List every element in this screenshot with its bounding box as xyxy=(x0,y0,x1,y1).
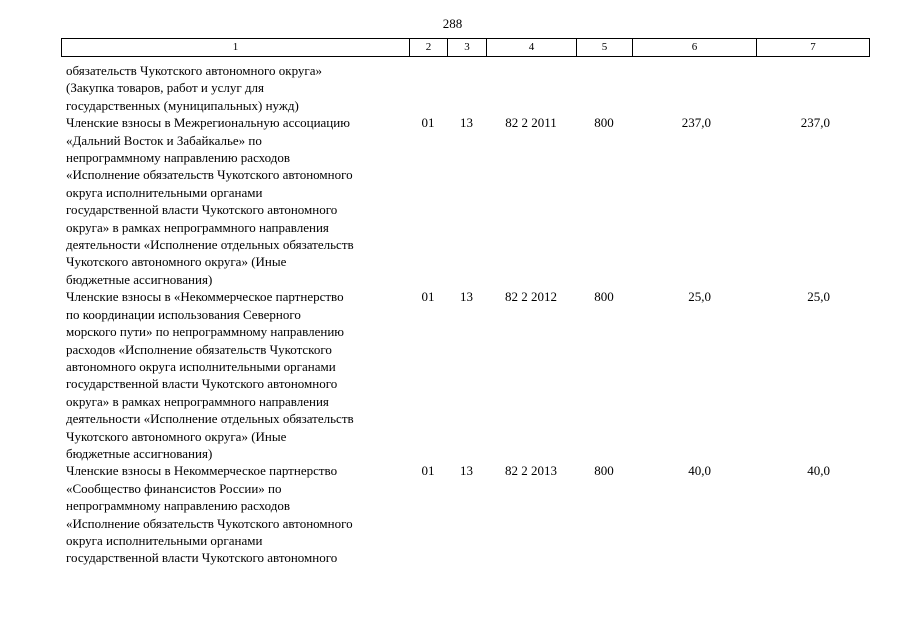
header-col-2: 2 xyxy=(410,39,448,56)
description-line: округа» в рамках непрограммного направления xyxy=(66,219,329,235)
header-col-6: 6 xyxy=(633,39,757,56)
continuation-row xyxy=(61,62,870,114)
subsection-code: 13 xyxy=(460,289,473,305)
header-col-5: 5 xyxy=(577,39,633,56)
row-description xyxy=(61,462,409,566)
description-line: деятельности «Исполнение отдельных обязательств xyxy=(66,411,354,427)
description-line: по координации использования Северного xyxy=(66,306,301,322)
continuation-description xyxy=(61,62,409,114)
subsection-code: 13 xyxy=(460,115,473,131)
amount-col-7: 25,0 xyxy=(807,289,830,305)
description-line: округа исполнительными органами xyxy=(66,184,263,200)
amount-col-7: 40,0 xyxy=(807,463,830,479)
description-line: государственной власти Чукотского автономного xyxy=(66,202,338,218)
description-line: государственной власти Чукотского автономного xyxy=(66,376,338,392)
description-line: Членские взносы в «Некоммерческое партнерство xyxy=(66,289,344,305)
subsection-code: 13 xyxy=(460,463,473,479)
table-row xyxy=(61,114,870,288)
description-line: Чукотского автономного округа» (Иные xyxy=(66,254,287,270)
description-line: (Закупка товаров, работ и услуг для xyxy=(66,80,264,96)
expense-type-code: 800 xyxy=(594,463,614,479)
description-line: «Сообщество финансистов России» по xyxy=(66,480,282,496)
table-body xyxy=(61,62,870,567)
description-line: «Исполнение обязательств Чукотского автономного xyxy=(66,167,353,183)
header-col-7: 7 xyxy=(810,41,816,53)
table-row xyxy=(61,462,870,566)
amount-col-7: 237,0 xyxy=(800,115,830,131)
header-col-4: 4 xyxy=(487,39,577,56)
target-article-code: 82 2 2011 xyxy=(505,115,557,131)
row-description xyxy=(61,114,409,288)
description-line: деятельности «Исполнение отдельных обязательств xyxy=(66,237,354,253)
description-line: Членские взносы в Некоммерческое партнерство xyxy=(66,463,338,479)
target-article-code: 82 2 2012 xyxy=(505,289,557,305)
header-col-3: 3 xyxy=(448,39,487,56)
description-line: непрограммному направлению расходов xyxy=(66,150,291,166)
description-line: бюджетные ассигнования) xyxy=(66,445,213,461)
description-line: морского пути» по непрограммному направлению xyxy=(66,324,345,340)
description-line: «Исполнение обязательств Чукотского автономного xyxy=(66,515,353,531)
description-line: округа исполнительными органами xyxy=(66,532,263,548)
amount-col-6: 237,0 xyxy=(681,115,711,131)
expense-type-code: 800 xyxy=(594,289,614,305)
amount-col-6: 25,0 xyxy=(688,289,711,305)
description-line: обязательств Чукотского автономного округа» xyxy=(66,63,322,78)
header-col-1: 1 xyxy=(62,39,410,56)
section-code: 01 xyxy=(421,289,435,305)
description-line: Чукотского автономного округа» (Иные xyxy=(66,428,287,444)
row-description xyxy=(61,288,409,462)
description-line: государственной власти Чукотского автономного xyxy=(66,550,338,566)
amount-col-6: 40,0 xyxy=(688,463,711,479)
target-article-code: 82 2 2013 xyxy=(505,463,557,479)
description-line: Членские взносы в Межрегиональную ассоциацию xyxy=(66,115,350,131)
description-line: «Дальний Восток и Забайкалье» по xyxy=(66,132,262,148)
description-line: бюджетные ассигнования) xyxy=(66,271,213,287)
section-code: 01 xyxy=(421,463,435,479)
description-line: автономного округа исполнительными органами xyxy=(66,358,336,374)
description-line: округа» в рамках непрограммного направления xyxy=(66,393,329,409)
section-code: 01 xyxy=(421,115,435,131)
expense-type-code: 800 xyxy=(594,115,614,131)
description-line: расходов «Исполнение обязательств Чукотского xyxy=(66,341,332,357)
table-header xyxy=(61,38,870,57)
table-row xyxy=(61,288,870,462)
description-line: государственных (муниципальных) нужд) xyxy=(66,97,299,113)
description-line: непрограммному направлению расходов xyxy=(66,498,291,514)
page-number: 288 xyxy=(442,16,463,31)
